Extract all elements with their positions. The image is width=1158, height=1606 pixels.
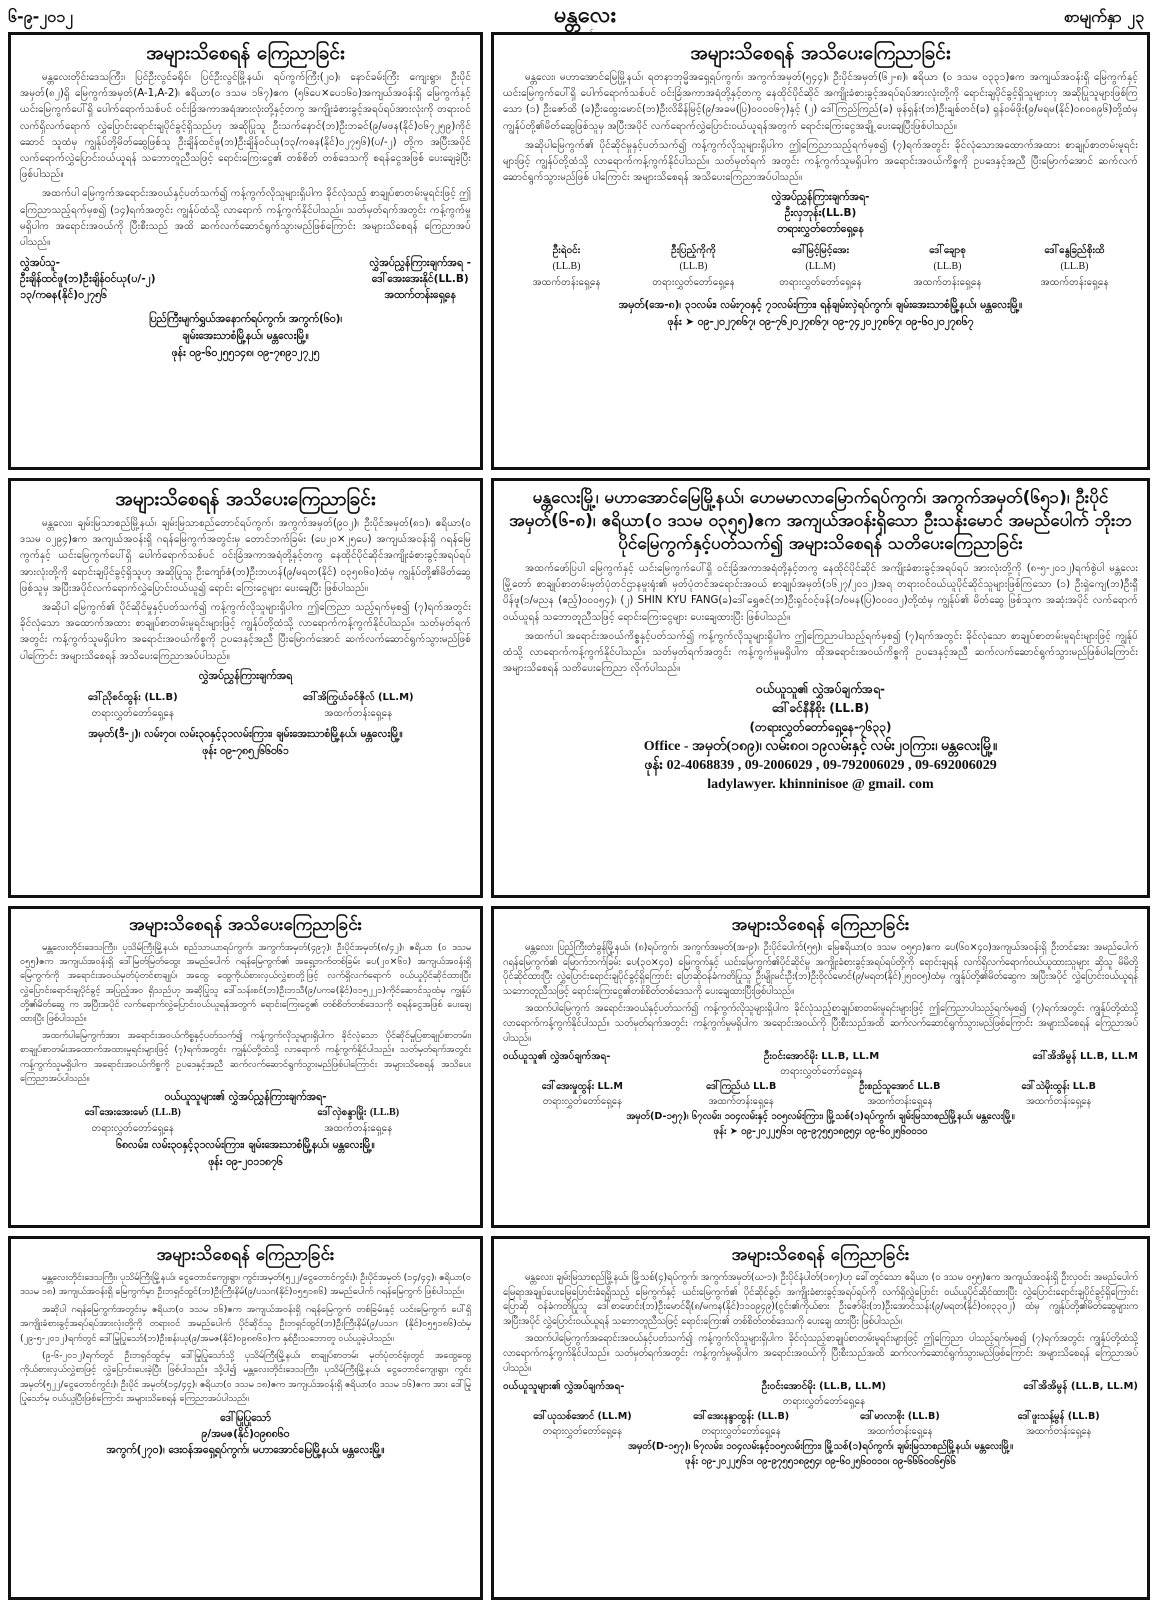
notice-paragraph: မန္တလေးတိုင်းဒေသကြီး၊ ပြင်ဦးလွင်ခရိုင်၊ ပြင်ဦးလွင်မြို့နယ်၊ ရပ်ကွက်ကြီး(၂၀)၊ နောင်ခမ်းကြီး ကျေးရွာ၊ ဦးပိုင်အမှတ်(၈၂)ရှိ မြေကွက်အမှတ်(A-1,A-2)၊ ဧရိယာ(၀ ဒသမ ၁၆၇)ဧက (၅၆ပေ×ပေ၁၆၀)အကျယ်အဝန်းရှိ မြေကွက်နှင့် ယင်းမြေကွက်ပေါ်ရှိ ပေါက်ရောက်သစ်ပင် ဝင်းခြံအကာအရံအားလုံးတို့နှင့်တကွ အကျိုးခံစားခွင့်အရပ်ရပ်အားလုံးကို တရားဝင်လက်ရှိလက်ရောက် လွှဲပြောင်းရောင်းချပိုင်ခွင့်ရှိသည်ဟု အဆိုပြုသူ ဦးသက်နောင်(ဘ)ဦးဘခင်(၉/မဖန(နိုင်)၀၆၇၂၅၉)ကိုင်ဆောင် သူထံမှ ကျွန်ုပ်တို့မိတ်ဆွေဖြစ်သူ ဦးချိန်ထင်ဖူ(ဘ)ဦးချိန်ဝင်ယု(၁၃/ကဓန(နိုင်)၀၂၇၅၆)(ပ/-၂) တို့က အပြီးအပိုင် လက်ရောက်လွှဲပြောင်းဝယ်ယူရန် သဘောတူညီသဖြင့် ရောင်းကြေးငွေ၏ တစ်စိတ် တစ်ဒေသကို စရန်ငွေအဖြစ် ပေးချေခဲ့ပြီး ဖြစ်ပါသည်။ [20,72,471,181]
lawyer-list [503,1079,1138,1109]
notice-title: အများသိစေရန် ကြေညာခြင်း [146,42,345,64]
notice-box [491,1236,1150,1600]
lawyer-entry: ဒေါ်အေးနန္ဒာထွန်း (LL.B) တရားလွှတ်တော်ရှေ့နေ [693,1411,790,1438]
page-number: စာမျက်နှာ ၂၃ [1063,7,1144,26]
sig-line: အထက်တန်းရှေ့နေ [384,289,456,302]
footer-line: အမှတ်(ဒီ-၂)၊ လမ်း၇၀၊ လမ်း၃၀နှင့်၃၁လမ်းကြား၊ ချမ်းအေးသာစံမြို့နယ်၊ မန္တလေးမြို့။ [88,727,403,740]
sig-line: ဒေါ်မြုပြုသော် [220,1411,271,1424]
footer-line: ဖုန်း ➤ ၀၉-၂၀၂၂၅၆၁၊ ၀၉-၉၇၅၅၁၈၉၅၄၊ ၀၉-၆၀၂၅၆၀၀၁၀ [713,1126,928,1138]
notice-paragraph: အဆိုပါမြေကွက်၏ ပိုင်ဆိုင်မှုနှင့်ပတ်သက်၍ ကန့်ကွက်လိုသူများရှိပါက ဤကြေညာသည့်ရက်မှစ၍ (၇)ရက်အတွင်း ခိုင်လုံသောအထောက်အထား စာချုပ်စာတမ်းမူရင်းများဖြင့် ကျွန်ုပ်တို့ထံသို့ လာရောက်ကန့်ကွက်နိုင်ပါသည်။ သတ်မှတ်ရက် အတွင်း ကန့်ကွက်သူမရှိပါက အရောင်းအဝယ်ကိစ္စကို ဥပဒေနှင့်အညီ ပြီးမြောက်အောင် ဆက်လက်ဆောင်ရွက်သွားမည်ဖြစ် ပါကြောင်း အများသိစေရန် အသိပေးကြေညာအပ်ပါသည်။ [503,139,1138,184]
notice-title: အများသိစေရန် အသိပေးကြေညာခြင်း [115,488,376,510]
lawyer-entry: ဦးပြည့်ကိုကို (LL.B) တရားလွှတ်တော်ရှေ့နေ [652,245,735,289]
notice-box [491,478,1150,898]
notice-footer [503,1439,1138,1469]
lawyer-entry: ဒေါ်ယုသစ်အောင် (LL.M) တရားလွှတ်တော်ရှေ့နေ [533,1411,632,1438]
notice-paragraph: မန္တလေးတိုင်းဒေသကြီး၊ ပုသိမ်ကြီးမြို့နယ်၊ စည်သာယာရပ်ကွက်၊ အကွက်အမှတ်(၄၉၇)၊ ဦးပိုင်အမှတ်(၈/၄၂)၊ ဧရိယာ (၀ ဒသမ ၀၅၅)ဧက အကျယ်အဝန်းရှိ ဒေါ်မြတ်မြတ်ထွေး အမည်ပေါက် ဂရန်မြေကွက်၏ အရှေ့ဘက်တစ်ခြမ်း ပေ(၂၀×၆၀) အကျယ်အဝန်းရှိ မြေကွက်ကို အရောင်းအဝယ်မှတ်ပုံတင်စာချုပ်၊ အထွေ ထွေကိုယ်စားလှယ်လွှဲစာတို့ဖြင့် လက်ရှိလက်ရောက် ဝယ်ယူပိုင်ဆိုင်ထားပြီး လွှဲပြောင်းရောင်းချပိုင်ခွင့် အပြည့်အဝ ရှိသည်ဟု အဆိုပြုသူ ဒေါ်သန်းစင်(ဘ)ဦးဘသီ(၉/ပကခ(နိုင်)၀၁၅၂၂၁)ကိုင်ဆောင်သူထံမှ ကျွန်ုပ်တို့၏မိတ်ဆွေ က အပြီးအပိုင် လက်ရောက်လွှဲပြောင်းဝယ်ယူရန်အတွက် ရောင်းကြေးငွေ၏ တစ်စိတ်တစ်ဒေသကို စရန်ငွေအဖြစ် ပေးချေထားပြီး ဖြစ်ပါသည်။ [20,942,471,1025]
sig-line: ၁၃/ကဓန(နိုင်)၀၂၇၅၆ [20,289,107,302]
email-address: ladylawyer. khinninisoe @ gmail. com [707,777,934,793]
lawyer-entry: ဒေါ်ချောစု (LL.B) အထက်တန်းရှေ့နေ [913,245,982,289]
issue-date: ၆-၉-၂၀၁၂ [8,7,73,26]
lawyer-signature [503,189,1138,237]
notice-paragraph: အထက်ပါမြေကွက်အရောင်းအဝယ်နှင့်ပတ်သက်၍ ကန့်ကွက်လိုသူများရှိပါက ခိုင်လုံသည့်စာချုပ်စာတမ်းမူရင်းများဖြင့် ဤကြေညာ ပါသည့်ရက်မှစ၍ (၇)ရက်အတွင်း ကျွန်ုပ်တို့ထံသို့ လာရောက်ကန့်ကွက်နိုင်ပါသည်။ သတ်မှတ်ရက်အတွင်း ကန့်ကွက်မှုမရှိပါက အရောင်းအဝယ်ကို ပြီးစီးသည်အထိ ဆက်လက်ဆောင်ရွက်သွားမည်ဖြစ်ကြောင်း အများသိစေရန် ကြေညာအပ်ပါသည်။ [503,1333,1138,1374]
lawyer-list [503,243,1138,291]
lawyer-entry: ဒေါ်အေးမှုထွန်း LL.M တရားလွှတ်တော်ရှေ့နေ [541,1081,623,1108]
sig-line: ၉/အမဇ(နိုင်)၀၉၈၈၆၀ [201,1427,290,1440]
sig-line: လွှဲအပ်ညွှန်ကြားချက်အရ- [771,191,870,204]
notice-box [8,906,483,1228]
lawyer-list [20,1105,471,1137]
sig-line: ဝယ်ယူသူများ၏ လွှဲအပ်ညွှန်ကြားချက်အရ- [164,1091,327,1104]
lawyer-signature [20,668,471,684]
footer-line: ဖုန်း ➤ ၀၉-၂၀၂၇၈၆၇၊ ၀၉-၇၆၂၀၂၇၈၆၇၊ ၀၉-၇၄၂၀၂၇၈၆၇၊ ၀၉-၆၀၂၀၂၇၈၆၇ [667,316,974,329]
footer-line: ဖုန်း ၀၉-၂၀၂၂၅၆၁၊ ၀၉-၉၇၅၅၁၈၉၅၄၊ ၀၉-၆၀၂၅၆၀၀၁၀၊ ၀၉-၆၆၆၀၀၆၅၆၆ [685,1456,956,1468]
signature-row [503,1379,1138,1409]
footer-line: ချမ်းအေးသာစံမြို့နယ်၊ မန္တလေးမြို့။ [182,330,309,343]
notice-paragraph: အထက်ပါမြေကွက် အရောင်းအဝယ်နှင့်ပတ်သက်၍ ကန့်ကွက်လိုသူများရှိပါက ခိုင်လုံသည့်စာချုပ်စာတမ်းမူရင်းများဖြင့် ဤကြေညာပါသည့်ရက်မှစ၍ (၇)ရက်အတွင်း ကျွန်ုပ်တို့ထံသို့ လာရောက်ကန့်ကွက်နိုင်ပါသည်။ သတ်မှတ်ရက်အတွင်း ကန့်ကွက်မှုမရှိပါက အရောင်းအဝယ်ကို ပြီးစီးသည်အထိ ဆက်လက်ဆောင်ရွက်သွားမည်ဖြစ်ကြောင်း အများသိစေရန် ကြေညာအပ်ပါသည်။ [503,1003,1138,1044]
sig-line: လွှဲအပ်ညွှန်ကြားချက်အရ [198,669,293,682]
notice-title: အများသိစေရန် ကြေညာခြင်း [731,1245,910,1265]
sig-line: ဝယ်ယူသူ၏ လွှဲအပ်ချက်အရ- [756,682,885,697]
footer-line: အမှတ်(အေ-၈)၊ ၃၁လမ်း၊ လမ်း၇၀နှင့် ၇၁လမ်းကြား၊ ရန်ချမ်းလှဲရပ်ကွက်၊ ချမ်းအေးသာစံမြို့နယ်၊ မန္တလေးမြို့။ [618,299,1023,312]
lawyer-entry: ဒေါ်မြင့်မြင့်အေး (LL.M) တရားလွှတ်တော်ရှေ့နေ [779,245,862,289]
lawyer-entry: ဒေါ်နွေခြည်စိုးထိ (LL.B) အထက်တန်းရှေ့နေ [1040,245,1109,289]
signature-row [503,1049,1138,1079]
notice-title: အများသိစေရန် အသိပေးကြေညာခြင်း [690,42,951,64]
notice-title: မန္တလေးမြို့၊ မဟာအောင်မြေမြို့နယ်၊ ဟေမမာလာမြောက်ရပ်ကွက်၊ အကွက်အမှတ်(၆၅၁)၊ ဦးပိုင်အမှတ်(၆-၈)၊ ဧရိယာ(၀ ဒသမ ၀၃၅၅)ဧက အကျယ်အဝန်းရှိသော ဦးသန်းမောင် အမည်ပေါက် ဘိုးဘပိုင်မြေကွက်နှင့်ပတ်သက်၍ အများသိစေရန် သတိပေးကြေညာခြင်း [509,488,1132,554]
notice-paragraph: မန္တလေး၊ ပြည်ကြီးတံခွန်မြို့နယ်၊ (၈)ရပ်ကွက်၊ အကွက်အမှတ်(အ-၉)၊ ဦးပိုင်ပေါက်(၅၅)၊ မြေဧရိယာ(၀ ဒသမ ၀၅၅၁)ဧက ပေ(၆၀×၄၀)အကျယ်အဝန်းရှိ ဦးတင်အေး အမည်ပေါက် ဂရန်မြေကွက်၏ မြောက်ဘက်ခြမ်း ပေ(၃၀×၄၀) မြေကွက်နှင့် ယင်းမြေကွက်၏ပိုင်ဆိုင်မှု အကျိုးခံစားခွင့်အရပ်ရပ်တို့ကို ရောင်းချရန် လက်ရှိလက်ရောက်ဝယ်ယူထားသူများ ဆိုသူ မိမိတို့ပိုင်ဆိုင်ထားပြီး လွှဲပြောင်းရောင်းချပိုင်ခွင့်ရှိကြောင်း ပြောဆိုဝန်ခံကတိပြုသူ ဦးမျိုးမင်းဦး(ဘ)ဦးဝိုလ်မောင်(၉/မရတ(နိုင်)၂၅၀၀၅)ထံမှ ကျွန်ုပ်တို့၏မိတ်ဆွေက အပြီးအပိုင် လွှဲပြောင်းဝယ်ယူရန် သဘောတူညီသဖြင့် ရောင်းကြေးငွေ၏တစ်စိတ်တစ်ဒေသကို ပေးချေထားပြီးဖြစ်ပါသည်။ [503,942,1138,997]
notice-title: အများသိစေရန် ကြေညာခြင်း [731,915,910,935]
notice-paragraph: မန္တလေး၊ မဟာအောင်မြေမြို့နယ်၊ ရတနာဘုမ္မိအရှေ့ရပ်ကွက်၊ အကွက်အမှတ်(၅၄၄)၊ ဦးပိုင်အမှတ်(၆၂-၈)၊ ဧရိယာ (၀ ဒသမ ၀၃၃၁)ဧက အကျယ်အဝန်းရှိ မြေကွက်နှင့် ယင်းမြေကွက်ပေါ်ရှိ ပေါက်ရောက်သစ်ပင် ဝင်းခြံအကာအရံတို့နှင့်တကွ နေထိုင်ပိုင်ဆိုင် အကျိုးခံစားခွင့်အရပ်ရပ်အားလုံးတို့ကို ရောင်းချပိုင်ခွင့်ရှိသူများဟု အဆိုပြုသူများဖြစ်ကြသော (၁) ဦးဇော်ထိ (ခ)ဦးထွေးမောင်(ဘ)ဦးလိခိန်မြင့်(၉/အခမ(ပြ)၀၀၀၀၆၇)နှင့် (၂) ဒေါ်ကြည်ကြည်(ခ) ဖုန်ရှန်း(ဘ)ဦးချစ်တင်(ခ) ရှန်ဝမ်ဖိုး(၉/မရမ(နိုင်)၀၈၀၈၉၆)တို့ထံမှ ကျွန်ုပ်တို့၏မိတ်ဆွေဖြစ်သူမှ အပြီးအပိုင် လက်ရောက်လွှဲပြောင်းဝယ်ယူရန်အတွက် ရောင်းကြေးငွေအချို့ ပေးချေပြီးဖြစ်ပါသည်။ [503,72,1138,132]
footer-line: ဖုန်း ၀၉-၇၈၅၂၆၆၀၆၁ [202,744,289,757]
notice-box [8,1236,483,1600]
notice-box [491,32,1150,470]
notice-footer [20,726,471,760]
sig-line: ဦးဝင်းအောင်မိုး LL.B, LL.M [763,1051,880,1063]
lawyer-entry: ဒေါ်သဲမိုးထွန်း LL.B အထက်တန်းရှေ့နေ [1021,1081,1096,1108]
notice-paragraph: အထက်ဖော်ပြပါ မြေကွက်နှင့် ယင်းမြေကွက်ပေါ်ရှိ ဝင်းခြံအကာအရံတို့နှင့်တကွ နေထိုင်ပိုင်ဆိုင် အကျိုးခံစားခွင့်အရပ်ရပ် အားလုံးတို့ကို (၈-၅-၂၀၁၂)ရက်စွဲပါ မန္တလေးမြို့တော် စာချုပ်စာတမ်းမှတ်ပုံတင်ဌာနမှုးရုံး၏ မှတ်ပုံတင်အရောင်းအဝယ် စာချုပ်အမှတ်(၁၆၂၇/၂၀၁၂)အရ တရားဝင်ဝယ်ယူပိုင်ဆိုင်သူများဖြစ်ကြသော (၁) ဦးရှဲကျေ(ဘ)ဦးရှီပိန်ဖူ(၁/မညန (ဧည့်)၀၀၀၅၄)၊ (၂) SHIN KYU FANG(ခ)ဒေါ်ရွှေဇင်(ဘ)ဦးရှင်ဝင့်ဖန်(၁/ဝမန(ပြ)၀၀၀၀၂)တို့ထံမှ ကျွန်ုပ်၏ မိတ်ဆွေ ဖြစ်သူက အဆုံးအပိုင် လက်ရောက်ဝယ်ယူရန် သဘောတူညီသဖြင့် ရောင်းကြေးငွေများ ပေးချေထားပြီး ဖြစ်ပါသည်။ [503,563,1138,623]
lawyer-entry: ဦးရဲဝင်း (LL.B) အထက်တန်းရှေ့နေ [532,245,601,289]
notice-paragraph: အဆိုပါ မြေကွက်၏ ပိုင်ဆိုင်မှုနှင့်ပတ်သက်၍ ကန့်ကွက်လိုသူများရှိပါက ဤကြေညာ သည့်ရက်မှစ၍ (၇)ရက်အတွင်း ခိုင်လုံသော အထောက်အထား စာချုပ်စာတမ်းမူရင်းများဖြင့် ကျွန်ုပ်တို့ထံသို့ လာရောက်ကန့်ကွက်နိုင်ပါသည်။ သတ်မှတ်ရက်အတွင်း ကန့်ကွက်သူမရှိပါက အရောင်းအဝယ်ကိစ္စကို ဥပဒေနှင့်အညီ ပြီးမြောက်အောင် ဆက်လက်ဆောင်ရွက်သွားမည်ဖြစ် ပါကြောင်း အများသိစေရန် အသိပေးကြေညာအပ်ပါသည်။ [20,602,471,662]
sig-line: ဝယ်ယူသူ၏ လွှဲအပ်ချက်အရ- [503,1051,611,1063]
lawyer-list [503,1409,1138,1439]
notice-footer [20,1442,471,1459]
lawyer-entry: ဦးစည်သူအောင် LL.B အထက်တန်းရှေ့နေ [859,1081,941,1108]
notice-box [8,32,483,470]
logo-text: မန္တလေး [553,2,617,28]
sig-line: ဦးလှဘုန်း(LL.B) [784,207,857,220]
owner-signature [20,1410,471,1442]
notice-footer [20,311,471,362]
page-header [0,0,1158,32]
footer-line: ပြည်ကြီးမျက်ရွှယ်အနောက်ရပ်ကွက်၊ အကွက်(၆၀)၊ [148,313,343,326]
footer-line: အမှတ်(D-၁၅၇)၊ ၆၇လမ်း၊ ၁၀၄လမ်းနှင့်၁၀၅လမ်းကြား၊ မြို့သစ်(၁)ရပ်ကွက်၊ ချမ်းမြသာစည်မြို့နယ်၊ မန္တလေးမြို့။ [628,1441,1013,1453]
sig-line: ဒေါ်အေးအေးနိုင်(LL.B) [371,273,469,286]
lawyer-entry: ဒေါ်အေးအေးမော် (LL.B) တရားလွှတ်တော်ရှေ့နေ [84,1107,181,1135]
notice-paragraph: မန္တလေး၊ ချမ်းမြသာစည်မြို့နယ်၊ မြို့သစ်(၄)ရပ်ကွက်၊ အကွက်အမှတ်(ဃ-၁)၊ ဦးပိုင်နံပါတ်(၁၈၇)ဟု ခေါ်တွင်သော ဧရိယာ (၀ ဒသမ ၀၅၅)ဧက အကျယ်အဝန်းရှိ ဦးလှဝင်း အမည်ပေါက် မြေရာအချုပ်ပေးမြေပြောင်းခံရရှိသည့် မြေကွက်နှင့် ယင်းမြေကွက်၏ ပိုင်ဆိုင်ခွင့်၊ အကျိုးခံစားခွင့်အရပ်ရပ်ကို လက်ရှိလွှဲပြောင်း ဝယ်ယူပိုင်ဆိုင်ထားပြီး လွှဲပြောင်းရောင်းချပိုင်ခွင့်ရှိကြောင်း ပြောဆို ဝန်ခံကတိပြုသူ ဒေါ်စာဖောင်း(ဘ)ဦးမောင်ရီ(၈/မကန(နိုင်)၁၁၀၉၄၉)(ငွင်း၏ကိုယ်စား ဦးဇော်မိုး(ဘ)ဦးအောင်သန်း(၉/မရတ(နိုင်)၀၈၃၃၀၂) ထံမှ ကျွန်ုပ်တို့၏မိတ်ဆွေများက အပြီးအပိုင် လွှဲပြောင်းဝယ်ယူရန် သဘောတူညီသဖြင့် ရောင်းကြေး၏ တစ်စိတ်တစ်ဒေသကို ပေးချေ ထားပြီး ဖြစ်ပါသည်။ [503,1272,1138,1327]
notice-paragraph: အထက်ပါ မြေကွက်အရောင်းအဝယ်နှင့်ပတ်သက်၍ ကန့်ကွက်လိုသူများရှိပါက ခိုင်လုံသည့် စာချုပ်စာတမ်းမူရင်းဖြင့် ဤကြေညာသည့်ရက်မှစ၍ (၁၄)ရက်အတွင်း ကျွန်ုပ်ထံသို့ လာရောက် ကန့်ကွက်နိုင်ပါသည်။ သတ်မှတ်ရက်အတွင်း ကန့်ကွက်မှုမရှိပါက အရောင်းအဝယ်ကို ပြီးစီးသည် အထိ ဆက်လက်ဆောင်ရွက်သွားမည်ဖြစ်ကြောင်း အများသိစေရန် ကြေညာအပ်ပါသည်။ [20,188,471,249]
lawyer-entry: ဒေါ်ကြည်ယံ LL.B အထက်တန်းရှေ့နေ [705,1081,777,1108]
sig-line: ဒေါ်အိအိမွန် LL.B, LL.M [1032,1051,1138,1063]
footer-line: ၆၈လမ်း၊ လမ်း၃၀နှင့်၃၁လမ်းကြား၊ ချမ်းအေးသာစံမြို့နယ်၊ မန္တလေးမြို့။ [116,1139,375,1152]
notice-box [8,478,483,898]
notice-footer [503,297,1138,331]
sig-line: (တရားလွှတ်တော်ရှေ့နေ-၇၆၃၃) [749,720,892,735]
footer-line: ဖုန်း ၀၉-၂၀၁၁၈၇၆ [208,1156,283,1169]
notice-paragraph: အဆိုပါ ဂရန်မြေကွက်အတွင်းမှ ဧရိယာ(၀ ဒသမ ၁၆)ဧက အကျယ်အဝန်းရှိ ဂရန်မြေကွက် တစ်ခြမ်းနှင့် ယင်းမြေကွက် ပေါ်ရှိ အကျိုးခံစားခွင့်အရပ်ရပ်အားလုံးတို့ကို တရားဝင် အမည်ပေါက် ပိုင်ဆိုင်သူ ဦးဘရှင်ထွင်(ဘ)ဦးကြီးနိမ်(၉/ပသဂ (နိုင်)၀၅၅၁၈၆)ထံမှ (၂၉-၅-၂၀၁၂)ရက်တွင် ဒေါ်မြုပြုသော်(ဘ)ဦးစန်းယု(၉/အမဇ(နိုင်)၀၉၈၈၆၀)က နှစ်ဦးသဘောတူ ဝယ်ယူခဲ့ပါသည်။ [20,1303,471,1344]
sig-line: လွှဲအပ်ညွှန်ကြားချက်အရ - [369,257,471,270]
lawyer-entry: ဒေါ်ညိုစင်ထွန်း (LL.B) တရားလွှတ်တော်ရှေ့နေ [87,691,178,719]
newspaper-logo [515,0,655,30]
sig-line: ဦးဝင်းအောင်မိုး (LL.B, LL.M) [761,1381,887,1393]
sig-line: တရားလွှတ်တော်ရှေ့နေ [777,223,864,236]
office-address: Office - အမှတ်(၁၈၉)၊ လမ်း၈၀၊ ၁၉လမ်းနှင့် လမ်း၂၀ကြား၊ မန္တလေးမြို့။ [643,739,998,755]
lawyer-entry: ဒေါ်လှဲစန္ဒာမြိုး (LL.B) အထက်တန်းရှေ့နေ [317,1107,400,1135]
notice-box [491,906,1150,1228]
lawyer-entry: ဒေါ်ဖူးသန့်မွန် (LL.B) အထက်တန်းရှေ့နေ [1017,1411,1100,1438]
sig-role: တရားလွှတ်တော်ရှေ့နေ [780,1066,863,1078]
notice-paragraph: မန္တလေးတိုင်းဒေသကြီး၊ ပုသိမ်ကြီးမြို့နယ်၊ ငွေတောင်ကျေးရွာ၊ ကွင်းအမှတ်(၅၂၂/ငွေတောင်ကွင်း)၊ ဦးပိုင်အမှတ် (၁၄/၄၄)၊ ဧရိယာ(၀ ဒသမ ၁၈) အကျယ်အဝန်းရှိ မြေကွက်မှာ ဦးဘရှင်ထွင်(ဘ)ဦးကြီးနိမ်(၉/ပသဂ(နိုင်)၀၅၅၁၈၆) အမည်ပေါက် ဂရန်မြေကွက် ဖြစ်ပါသည်။ [20,1272,471,1298]
notice-paragraph: (၉-၆-၂၀၁၂)ရက်တွင် ဦးဘရှင်ထွင်မှ ဒေါ်မြုပြုသော်သို့ ပုသိမ်ကြီးမြို့နယ်၊ စာချုပ်စာတမ်း မှတ်ပုံတင်ရုံးတွင် အထွေထွေ ကိုယ်စားလှယ်လွှဲစာဖြင့် လွှဲပြောင်းပေးခဲ့ပြီး ဖြစ်ပါသည်။ သို့ပါ၍ မန္တလေးတိုင်းဒေသကြီး၊ ပုသိမ်ကြီးမြို့နယ်၊ ငွေတောင်ကျေးရွာ၊ ကွင်းအမှတ်(၅၂၂/ငွေတောင်ကွင်း)၊ ဦးပိုင် အမှတ်(၁၄/၄၄)၊ ဧရိယာ(၀ ဒသမ ၁၈)ဧက အကျယ်အဝန်းရှိ ဧရိယာ(၀ ဒသမ ၁၆)ဧက အား ဒေါ်မြုပြုသော်မှ ဝယ်ယူပြီးဖြစ်ကြောင်း အများသိစေရန် ကြေညာအပ်ပါသည်။ [20,1350,471,1405]
sig-line: ဒေါ်ခင်နီနီစိုး (LL.B) [771,701,870,716]
sig-line: ဒေါ်အိအိမွန် (LL.B, LL.M) [1023,1381,1138,1393]
footer-line: အမှတ်(D-၁၅၇)၊ ၆၇လမ်း၊ ၁၀၄လမ်းနှင့် ၁၀၅လမ်းကြား၊ မြို့သစ်(၁)ရပ်ကွက်၊ ချမ်းမြသာစည်မြို့နယ်၊ မန္တလေးမြို့။ [626,1111,1015,1123]
notice-title: အများသိစေရန် ကြေညာခြင်း [156,1245,335,1265]
transferor-signature [20,255,156,303]
notice-footer [503,1109,1138,1139]
phone-numbers: ဖုန်း 02-4068839 , 09-2006029 , 09-792006029 , 09-692006029 [644,758,997,774]
lawyer-entry: ဒေါ်မာလာစိုး (LL.B) အထက်တန်းရှေ့နေ [860,1411,940,1438]
notice-paragraph: အထက်ပါမြေကွက်အား အရောင်းအဝယ်ကိစ္စနှင့်ပတ်သက်၍ ကန့်ကွက်လိုသူများရှိပါက ခိုင်လုံသော ပိုင်ဆိုင်မှုပြစာချုပ်စာတမ်း၊ စာချုပ်စာတမ်းအထောက်အထားမူရင်းများဖြင့် (၇)ရက်အတွင်း ကျွန်ုပ်တို့ထံသို့ လာရောက် ကန့်ကွက်နိုင်ပါသည်။ သတ်မှတ်ရက်အတွင်း ကန့်ကွက်သူမရှိပါက အရောင်းအဝယ်ကိစ္စကို ဥပဒေနှင့်အညီ ဆက်လက်ဆောင်ရွက်သွားမည်ဖြစ်ပါကြောင်း အများသိစေရန် အသိပေးကြေညာအပ်ပါသည်။ [20,1030,471,1084]
sig-role: တရားလွှတ်တော်ရှေ့နေ [782,1396,866,1408]
notice-paragraph: အထက်ပါ အရောင်းအဝယ်ကိစ္စနှင့်ပတ်သက်၍ ကန့်ကွက်လိုသူများရှိပါက ဤကြေညာပါသည့်ရက်မှစ၍ (၇)ရက်အတွင်း ခိုင်လုံသော စာချုပ်စာတမ်းမူရင်းများဖြင့် ကျွန်ုပ်ထံသို့ လာရောက်ကန့်ကွက်နိုင်ပါသည်။ သတ်မှတ်ရက်အတွင်း ကန့်ကွက်မှုမရှိပါက ထိုအရောင်းအဝယ်ကိစ္စကို ဥပဒေနှင့်အညီ ဆက်လက်ဆောင်ရွက်သွားမည်ဖြစ်ပါကြောင်း အများသိစေရန် သတိပေးကြေညာ လိုက်ပါသည်။ [503,630,1138,675]
lawyer-entry: ဒေါ်အိကြွယ်ခင်ဇိုလ် (LL.M) အထက်တန်းရှေ့နေ [302,691,414,719]
footer-line: အကွက်(၂၇၀)၊ ဒေးဝန်အရှေ့ရပ်ကွက်၊ မဟာအောင်မြေမြို့နယ်၊ မန္တလေးမြို့။ [106,1443,385,1456]
lawyer-list [20,690,471,722]
notice-title: အများသိစေရန် အသိပေးကြေညာခြင်း [129,915,362,935]
sig-line: ဝယ်ယူသူများ၏ လွှဲအပ်ချက်အရ- [503,1381,625,1393]
sig-line: လွှဲအပ်သူ- [20,257,60,270]
footer-line: ဖုန်း ၀၉-၆၀၂၅၅၁၄၈၊ ၀၉-၇၈၉၁၂၇၂၅ [171,347,320,360]
lawyer-signature [503,680,1138,737]
lawyer-signature [369,255,471,303]
notice-footer [20,1137,471,1171]
sig-line: ဦးချိန်ထင်ဖူ(ဘ)ဦးချိန်ဝင်ယု(ပ/-၂) [20,273,156,286]
lawyer-signature [20,1089,471,1105]
notice-paragraph: မန္တလေး၊ ချမ်းမြသာစည်မြို့နယ်၊ ချမ်းမြသာစည်တောင်ရပ်ကွက်၊ အကွက်အမှတ်(၉၀၂)၊ ဦးပိုင်အမှတ်(၈၁)၊ ဧရိယာ(၀ ဒသမ ၀၂၉၄)ဧက အကျယ်အဝန်းရှိ ဂရန်မြေကွက်အတွင်းမှ တောင်ဘက်ခြမ်း (ပေ၂၀×၂၅ပေ) အကျယ်အဝန်းရှိ ဂရန်မြေကွက်နှင့် ယင်းမြေကွက်ပေါ်ရှိ ပေါက်ရောက်သစ်ပင် ဝင်းခြံအကာအရံတို့နှင့်တကွ နေထိုင်ပိုင်ဆိုင်အကျိုးခံစားခွင့်အရပ်ရပ် အားလုံးတို့ကို ရောင်းချပိုင်ခွင့်ရှိသူဟု အဆိုပြုသူ ဦးကျော်ဇံ(ဘ)ဦးဘဟန်(၉/မရတ(နိုင်) ၀၃၅၈၆၀)ထံမှ ကျွန်ုပ်တို့၏မိတ်ဆွေဖြစ်သူမှ အပြီးအပိုင်လက်ရောက်လွှဲပြောင်းဝယ်ယူ၍ ရောင်း ကြေးငွေများ ပေးချေပြီး ဖြစ်ပါသည်။ [20,518,471,594]
